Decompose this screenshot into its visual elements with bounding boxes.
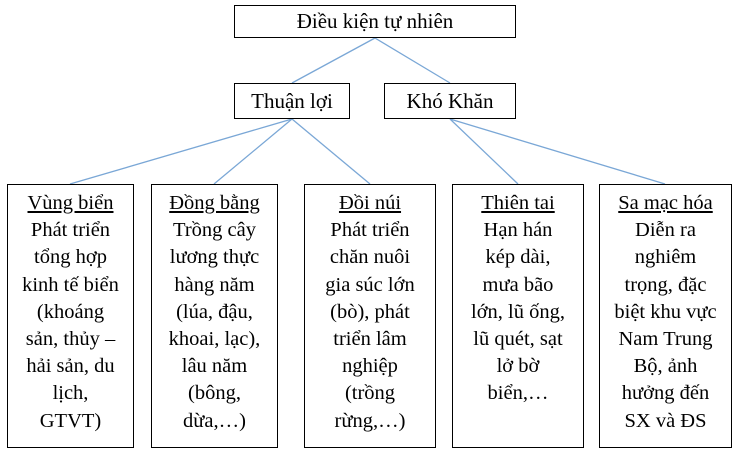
leaf-line: trọng, đặc: [624, 273, 707, 296]
leaf-line: Nam Trung: [618, 328, 713, 351]
node-thuan-loi: [234, 83, 350, 119]
leaf-vung-bien: [7, 184, 134, 448]
leaf-vung-bien-title: Vùng biển: [27, 192, 114, 214]
leaf-line: Phát triển: [30, 219, 111, 242]
leaf-line: khoai, lạc),: [168, 328, 261, 351]
leaf-line: kinh tế biển: [22, 273, 119, 296]
connector-kho-khan-sa-mac-hoa: [450, 119, 665, 184]
leaf-line: (bông,: [188, 382, 241, 405]
leaf-line: hải sản, du: [26, 355, 115, 378]
leaf-line: mưa bão: [482, 273, 554, 296]
leaf-line: lâu năm: [181, 355, 248, 378]
leaf-line: triển lâm: [333, 328, 407, 351]
leaf-line: GTVT): [39, 409, 102, 432]
connector-thuan-loi-doi-nui: [292, 119, 370, 184]
node-thuan-loi-label: Thuận lợi: [251, 88, 333, 113]
connector-root-thuan-loi: [292, 38, 375, 83]
leaf-thien-tai-title: Thiên tai: [481, 192, 555, 214]
leaf-dong-bang-title: Đồng bằng: [169, 192, 260, 214]
leaf-line: biệt khu vực: [614, 300, 717, 323]
connector-root-kho-khan: [375, 38, 450, 83]
leaf-thien-tai: [452, 184, 584, 448]
leaf-line: gia súc lớn: [325, 273, 415, 296]
leaf-line: dừa,…): [183, 409, 246, 432]
leaf-line: lở bờ: [496, 355, 540, 378]
leaf-line: kép dài,: [485, 246, 551, 269]
leaf-line: (bò), phát: [330, 300, 410, 323]
leaf-line: (trồng: [344, 382, 396, 405]
leaf-line: tổng hợp: [34, 246, 107, 269]
leaf-line: Diễn ra: [635, 219, 696, 242]
leaf-line: lớn, lũ ống,: [471, 300, 565, 323]
leaf-line: chăn nuôi: [329, 246, 411, 269]
root-node-label: Điều kiện tự nhiên: [296, 9, 454, 33]
leaf-line: (lúa, đậu,: [176, 300, 253, 323]
leaf-dong-bang: [151, 184, 278, 448]
leaf-line: nghiêm: [634, 246, 697, 269]
leaf-doi-nui-title: Đồi núi: [338, 192, 402, 214]
leaf-line: rừng,…): [334, 409, 406, 432]
leaf-line: sản, thủy –: [25, 328, 116, 351]
leaf-line: Phát triển: [330, 219, 410, 242]
leaf-line: Hạn hán: [483, 219, 553, 242]
node-kho-khan: [384, 83, 516, 119]
leaf-line: hàng năm: [174, 273, 255, 296]
leaf-line: (khoáng: [36, 300, 105, 323]
leaf-line: Bộ, ảnh: [633, 355, 698, 378]
leaf-line: hưởng đến: [621, 382, 710, 405]
connector-thuan-loi-vung-bien: [70, 119, 292, 184]
leaf-line: biển,…: [487, 382, 549, 405]
leaf-sa-mac-hoa-title: Sa mạc hóa: [618, 192, 713, 214]
leaf-line: Trồng cây: [173, 219, 256, 242]
leaf-doi-nui: [304, 184, 436, 448]
leaf-line: lịch,: [52, 382, 89, 405]
leaf-line: lương thực: [169, 246, 260, 269]
leaf-sa-mac-hoa: [599, 184, 732, 448]
connector-thuan-loi-dong-bang: [214, 119, 292, 184]
node-kho-khan-label: Khó Khăn: [406, 88, 494, 113]
leaf-line: nghiệp: [342, 355, 398, 378]
leaf-line: SX và ĐS: [624, 409, 707, 432]
leaf-line: lũ quét, sạt: [473, 328, 563, 351]
root-node: [234, 5, 516, 38]
